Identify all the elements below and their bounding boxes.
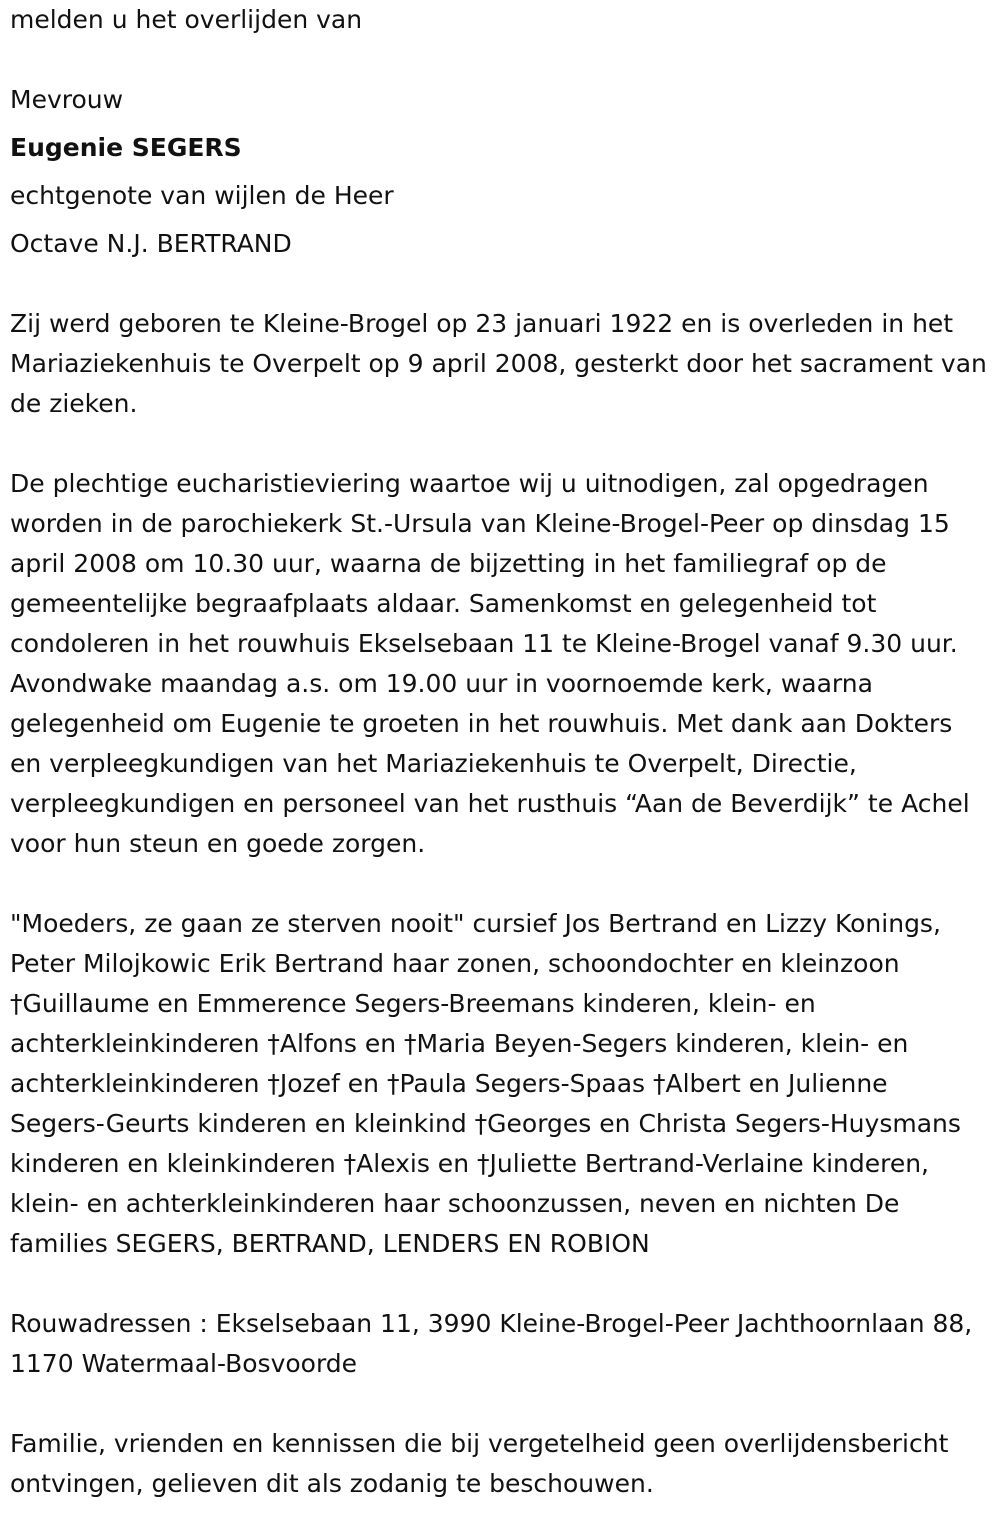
family-paragraph: "Moeders, ze gaan ze sterven nooit" cursief Jos Bertrand en Lizzy Konings, Peter Milojkowic Erik Bertrand haar zonen, schoondochter en kleinzoon †Guillaume en Emmerence Segers-Breemans kinderen, klein- en achterkleinkinderen †Alfons en †Maria Beyen-Segers kinderen, klein- en achterkleinkinderen †Jozef en †Paula Segers-Spaas †Albert en Julienne Segers-Geurts kinderen en kleinkind †Georges en Christa Segers-Huysmans kinderen en kleinkinderen †Alexis en †Juliette Bertrand-Verlaine kinderen, klein- en achterkleinkinderen haar schoonzussen, neven en nichten De families SEGERS, BERTRAND, LENDERS EN ROBION [10, 909, 961, 1258]
spouse-line-1: echtgenote van wijlen de Heer [10, 181, 394, 210]
spouse-line-2: Octave N.J. BERTRAND [10, 229, 292, 258]
title-prefix: Mevrouw [10, 85, 124, 114]
addresses-paragraph: Rouwadressen : Ekselsebaan 11, 3990 Kleine-Brogel-Peer Jachthoornlaan 88, 1170 Watermaal-Bosvoorde [10, 1309, 973, 1378]
intro-text: melden u het overlijden van [10, 5, 363, 34]
birth-death-paragraph: Zij werd geboren te Kleine-Brogel op 23 januari 1922 en is overleden in het Mariaziekenhuis te Overpelt op 9 april 2008, gesterkt door het sacrament van de zieken. [10, 309, 987, 418]
closing-paragraph: Familie, vrienden en kennissen die bij vergetelheid geen overlijdensbericht ontvingen, gelieven dit als zodanig te beschouwen. [10, 1429, 949, 1498]
ceremony-paragraph: De plechtige eucharistieviering waartoe wij u uitnodigen, zal opgedragen worden in de parochiekerk St.-Ursula van Kleine-Brogel-Peer op dinsdag 15 april 2008 om 10.30 uur, waarna de bijzetting in het familiegraf op de gemeentelijke begraafplaats aldaar. Samenkomst en gelegenheid tot condoleren in het rouwhuis Ekselsebaan 11 te Kleine-Brogel vanaf 9.30 uur. Avondwake maandag a.s. om 19.00 uur in voornoemde kerk, waarna gelegenheid om Eugenie te groeten in het rouwhuis. Met dank aan Dokters en verpleegkundigen van het Mariaziekenhuis te Overpelt, Directie, verpleegkundigen en personeel van het rusthuis “Aan de Beverdijk” te Achel voor hun steun en goede zorgen. [10, 469, 970, 858]
deceased-name: Eugenie SEGERS [10, 133, 242, 162]
